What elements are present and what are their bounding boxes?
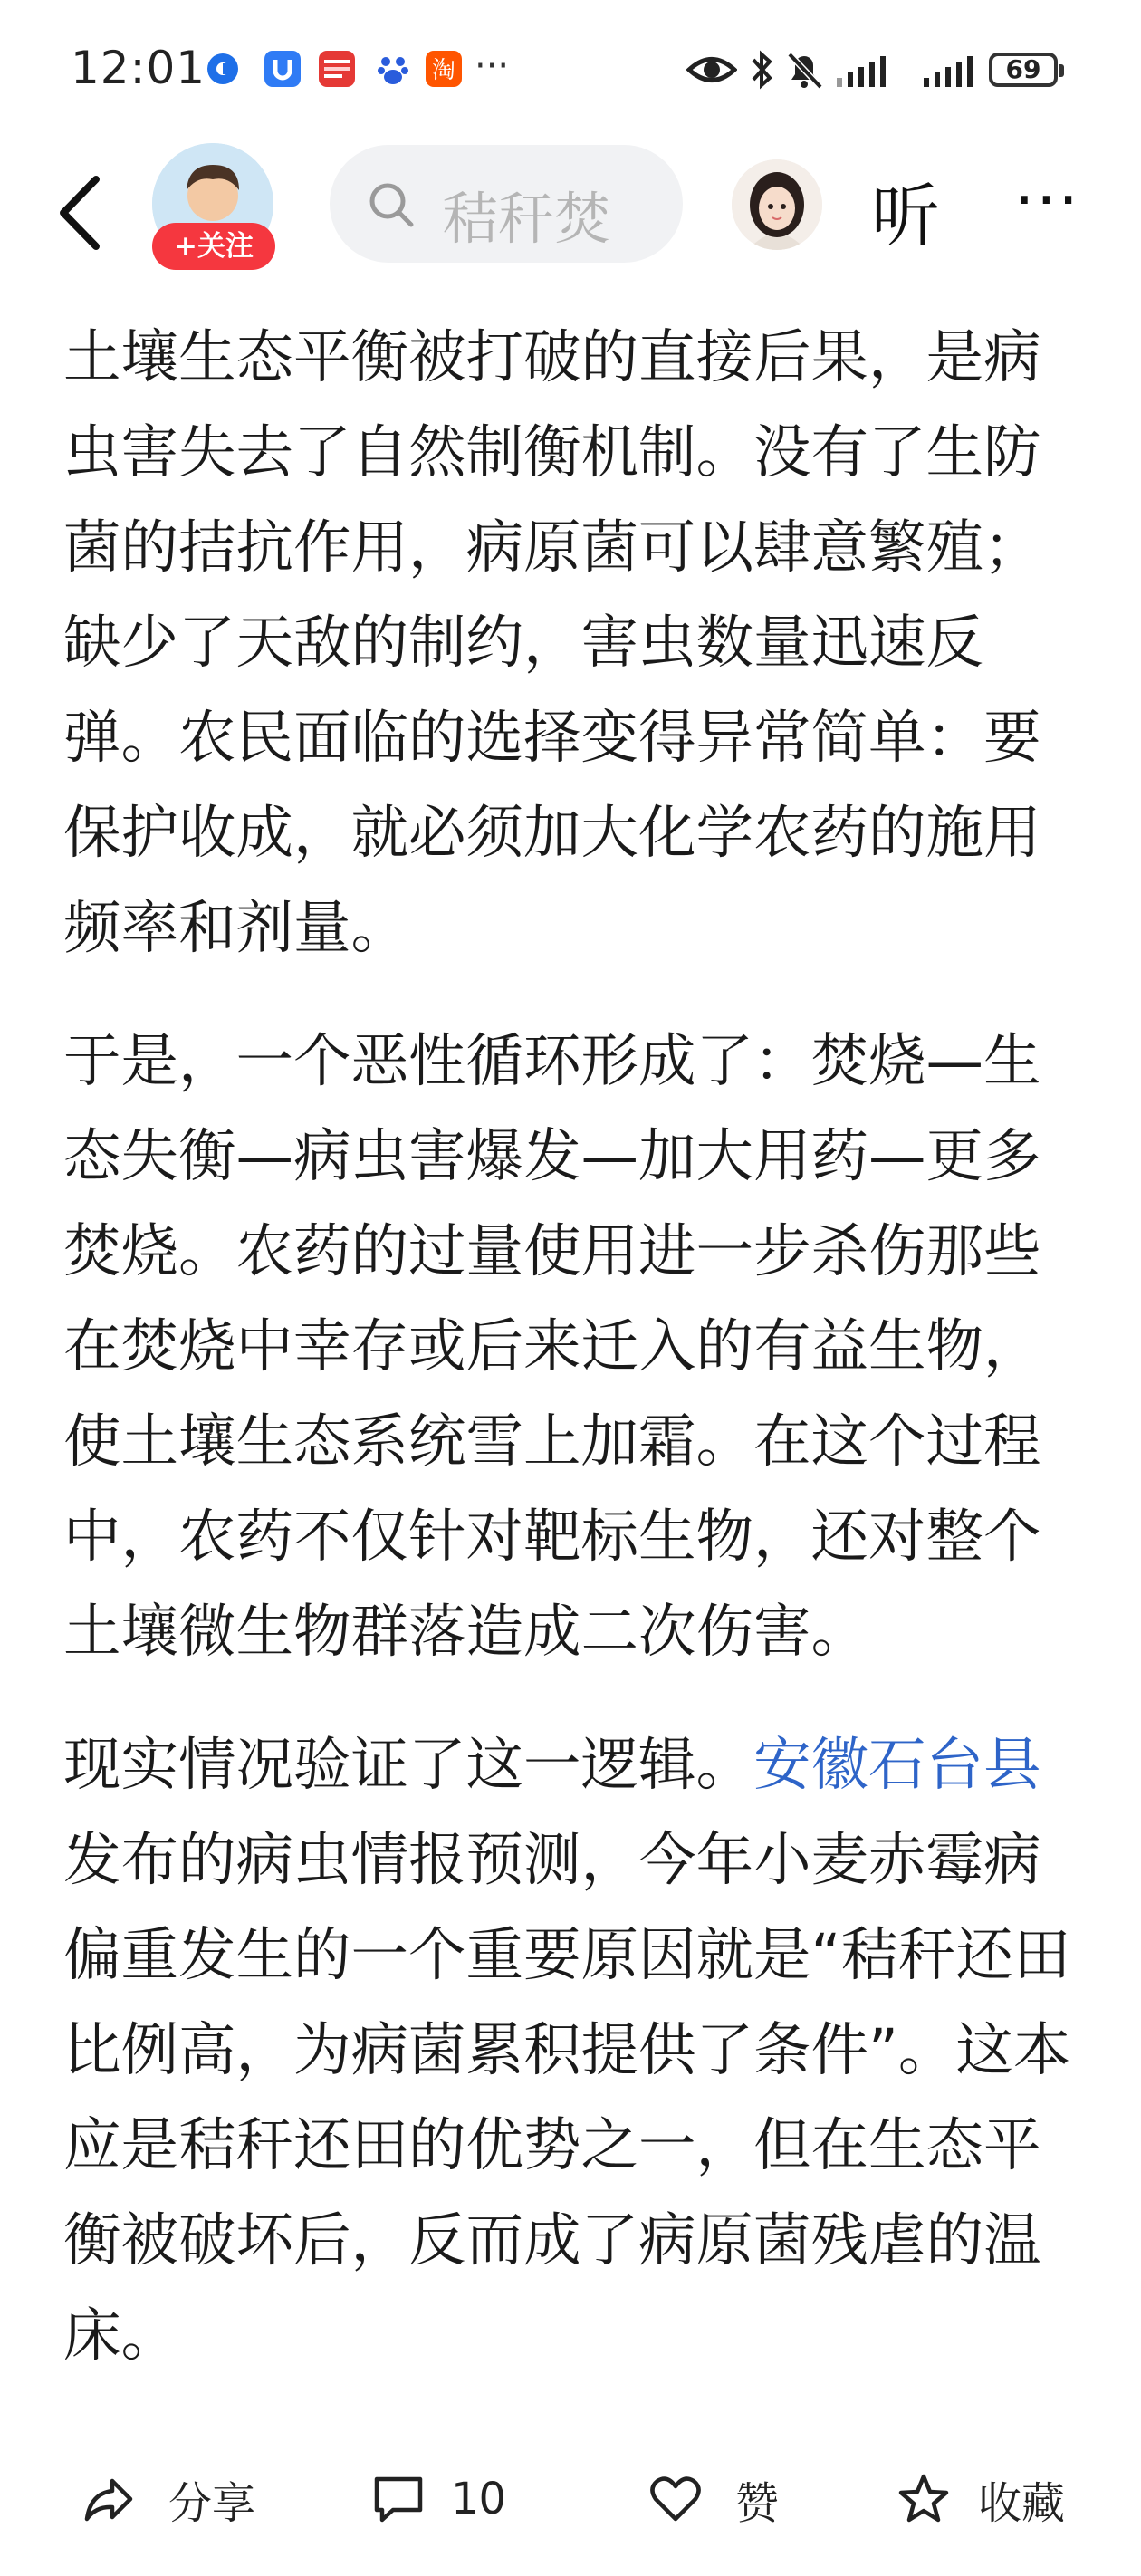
search-input[interactable]	[330, 145, 683, 263]
article-paragraph-3	[63, 1717, 1087, 2383]
taobao-icon	[426, 51, 462, 87]
browser-icon	[205, 51, 241, 87]
baidu-netdisk-icon	[264, 51, 301, 87]
comment-icon	[371, 2472, 426, 2526]
search-icon	[366, 179, 417, 230]
comment-count: 10	[451, 2474, 507, 2524]
svg-text:淘: 淘	[431, 57, 456, 84]
paragraph-text: 发布的病虫情报预测，今年小麦赤霉病偏重发生的一个重要原因就是“秸秆还田比例高，为病菌累积提供了条件”。这本应是秸秆还田的优势之一，但在生态平衡被破坏后，反而成了病原菌残虐的温床。	[63, 1826, 1071, 2369]
news-icon	[319, 51, 355, 87]
battery-indicator: 69	[989, 53, 1058, 87]
heart-icon	[648, 2472, 703, 2526]
favorite-label: 收藏	[978, 2477, 1066, 2529]
status-more: ···	[475, 45, 510, 87]
bluetooth-icon	[748, 47, 775, 92]
bottom-action-bar	[0, 2437, 1141, 2576]
listen-avatar[interactable]	[732, 159, 822, 250]
paragraph-text: 现实情况验证了这一逻辑。	[63, 1731, 753, 1798]
search-placeholder: 秸秆焚	[442, 186, 611, 252]
baidu-icon	[375, 51, 411, 87]
like-button[interactable]	[648, 2467, 779, 2531]
mute-bell-icon	[784, 47, 824, 92]
article-body	[63, 310, 1087, 2411]
follow-button[interactable]: +关注	[152, 223, 275, 270]
share-button[interactable]	[82, 2467, 255, 2531]
listen-button[interactable]: 听	[871, 176, 940, 256]
like-label: 赞	[735, 2477, 780, 2529]
chevron-left-icon	[47, 163, 120, 263]
article-paragraph-1: 土壤生态平衡被打破的直接后果，是病虫害失去了自然制衡机制。没有了生防菌的拮抗作用，病原菌可以肆意繁殖；缺少了天敌的制约，害虫数量迅速反弹。农民面临的选择变得异常简单：要保护收成，就必须加大化学农药的施用频率和剂量。	[63, 323, 1041, 961]
article-paragraph-2: 于是，一个恶性循环形成了：焚烧—生态失衡—病虫害爆发—加大用药—更多焚烧。农药的过量使用进一步杀伤那些在焚烧中幸存或后来迁入的有益生物，使土壤生态系统雪上加霜。在这个过程中，农药不仅针对靶标生物，还对整个土壤微生物群落造成二次伤害。	[63, 1027, 1041, 1665]
share-label: 分享	[168, 2477, 256, 2529]
share-icon	[82, 2472, 136, 2526]
comment-button[interactable]	[371, 2467, 506, 2531]
signal-1-icon	[833, 47, 906, 92]
star-icon	[896, 2472, 951, 2526]
status-time: 12:01	[71, 42, 206, 94]
eye-icon	[686, 47, 737, 92]
more-options-button[interactable]: ···	[1014, 163, 1080, 237]
back-button[interactable]	[47, 163, 120, 263]
top-nav-bar	[0, 136, 1141, 317]
status-bar	[0, 0, 1141, 136]
signal-2-icon	[920, 47, 983, 92]
location-link[interactable]: 安徽石台县	[753, 1731, 1041, 1798]
favorite-button[interactable]	[896, 2467, 1065, 2531]
